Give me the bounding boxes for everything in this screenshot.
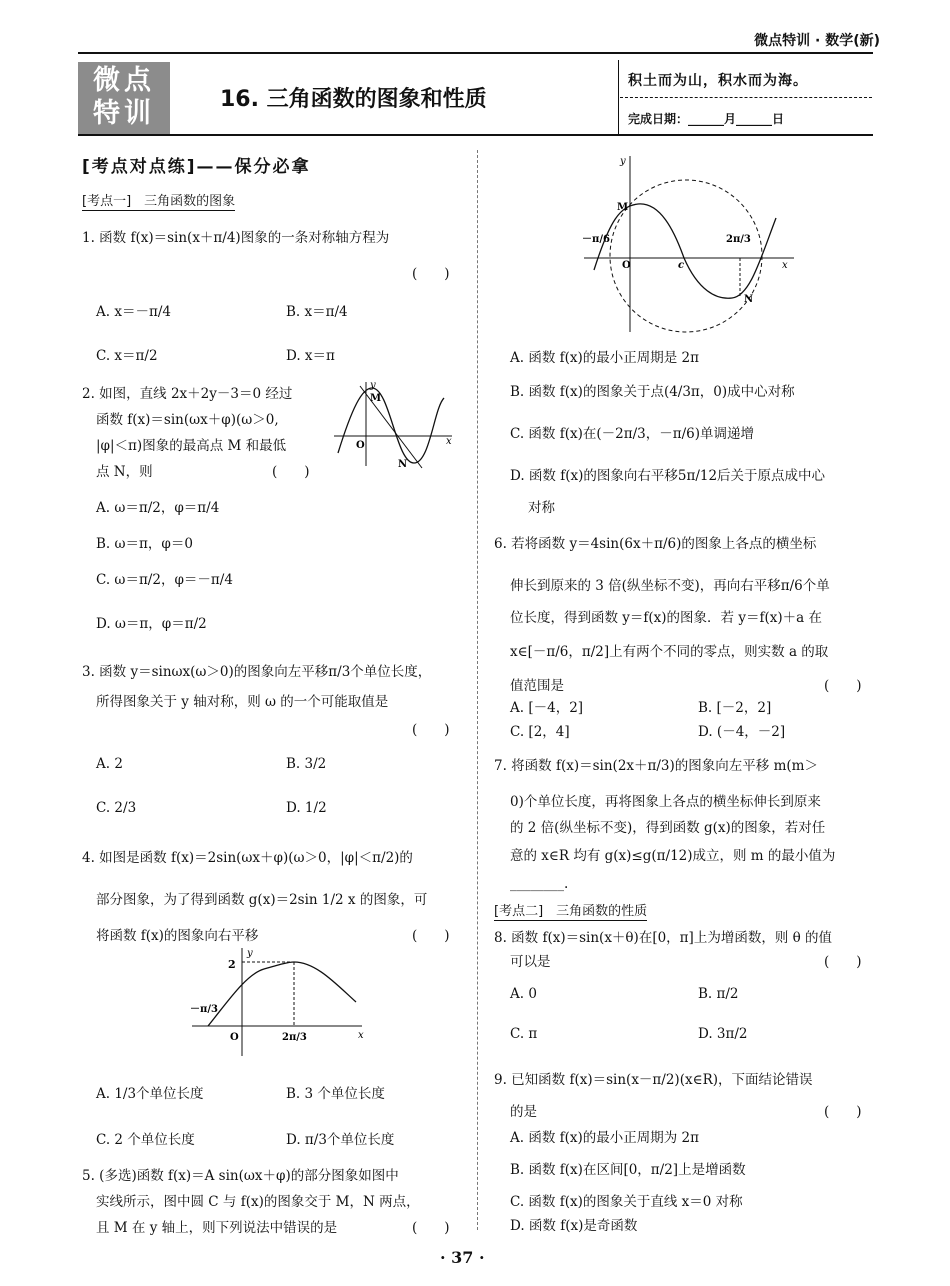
q8-option-a: A. 0	[510, 986, 537, 1002]
q9-option-b: B. 函数 f(x)在区间[0，π/2]上是增函数	[510, 1162, 746, 1178]
q2-figure	[330, 378, 458, 470]
q8-line-2: 可以是	[510, 954, 551, 970]
q5-label-neg-pi6: －π/6	[582, 234, 610, 245]
q9-option-d: D. 函数 f(x)是奇函数	[510, 1218, 638, 1234]
q9-line-1: 9. 已知函数 f(x)＝sin(x－π/2)(x∈R)，下面结论错误	[494, 1072, 813, 1088]
q8-option-b: B. π/2	[698, 986, 739, 1002]
q4-figure	[186, 944, 370, 1060]
q2-option-d: D. ω＝π，φ＝π/2	[96, 616, 207, 632]
series-tag	[78, 62, 170, 134]
q4-curve	[208, 962, 356, 1026]
column-divider	[477, 150, 478, 1230]
motto: 积土而为山，积水而为海。	[628, 73, 808, 89]
page-number: · 37 ·	[440, 1248, 485, 1267]
q5-option-d-line-2: 对称	[528, 500, 555, 516]
q4-option-c: C. 2 个单位长度	[96, 1132, 195, 1148]
motto-rule	[620, 97, 872, 98]
q3-line-1: 3. 函数 y＝sinωx(ω＞0)的图象向左平移π/3个单位长度，	[82, 664, 432, 680]
q2-option-c: C. ω＝π/2，φ＝－π/4	[96, 572, 233, 588]
q4-label-y: y	[247, 948, 253, 959]
subsection-2: [考点二] 三角函数的性质	[494, 900, 647, 921]
q7-answer-blank: ________.	[510, 876, 569, 892]
q5-label-2pi3: 2π/3	[726, 234, 751, 245]
tag-line-1: 微点	[93, 65, 155, 96]
q3-option-b: B. 3/2	[286, 756, 327, 772]
q6-line-1: 6. 若将函数 y＝4sin(6x＋π/6)的图象上各点的横坐标	[494, 536, 817, 552]
q2-label-n: N	[398, 459, 408, 470]
q5-curve	[594, 204, 776, 298]
q5-line-3: 且 M 在 y 轴上，则下列说法中错误的是	[96, 1220, 338, 1236]
q6-option-b: B. [－2，2]	[698, 700, 772, 716]
q6-paren: ( )	[824, 678, 862, 694]
q4-line-2: 部分图象，为了得到函数 g(x)＝2sin 1/2 x 的图象，可	[96, 892, 428, 908]
q2-option-a: A. ω＝π/2，φ＝π/4	[96, 500, 220, 516]
q5-option-d-line-1: D. 函数 f(x)的图象向右平移5π/12后关于原点成中心	[510, 468, 826, 484]
q3-option-a: A. 2	[96, 756, 123, 772]
q1-option-d: D. x＝π	[286, 348, 335, 364]
q2-line-2: 函数 f(x)＝sin(ωx＋φ)(ω＞0,	[96, 412, 279, 428]
q7-line-2: 0)个单位长度，再将图象上各点的横坐标伸长到原来	[510, 794, 821, 810]
header-divider	[618, 60, 619, 134]
section-title: [考点对点练]——保分必拿	[82, 157, 311, 177]
q5-label-o: O	[622, 260, 631, 271]
subsection-1: [考点一] 三角函数的图象	[82, 190, 235, 211]
q3-paren: ( )	[412, 722, 450, 738]
q4-option-d: D. π/3个单位长度	[286, 1132, 395, 1148]
q7-line-4: 意的 x∈R 均有 g(x)≤g(π/12)成立，则 m 的最小值为	[510, 848, 836, 864]
chapter-title: 16. 三角函数的图象和性质	[220, 87, 487, 112]
q4-label-neg-pi3: －π/3	[190, 1004, 218, 1015]
q5-paren: ( )	[412, 1220, 450, 1236]
q6-option-c: C. [2，4]	[510, 724, 570, 740]
q3-option-d: D. 1/2	[286, 800, 327, 816]
q7-line-3: 的 2 倍(纵坐标不变)，得到函数 g(x)的图象，若对任	[510, 820, 826, 836]
q5-option-b: B. 函数 f(x)的图象关于点(4/3π，0)成中心对称	[510, 384, 795, 400]
q8-paren: ( )	[824, 954, 862, 970]
q4-label-2: 2	[228, 958, 236, 971]
q5-circle	[610, 180, 762, 332]
q1-option-b: B. x＝π/4	[286, 304, 348, 320]
q1-option-a: A. x＝－π/4	[96, 304, 171, 320]
q5-option-a: A. 函数 f(x)的最小正周期是 2π	[510, 350, 700, 366]
q9-paren: ( )	[824, 1104, 862, 1120]
q4-line-1: 4. 如图是函数 f(x)＝2sin(ωx＋φ)(ω＞0，|φ|＜π/2)的	[82, 850, 413, 866]
q4-paren: ( )	[412, 928, 450, 944]
q5-label-x: x	[782, 260, 788, 271]
q6-option-a: A. [－4，2]	[510, 700, 584, 716]
q9-option-a: A. 函数 f(x)的最小正周期为 2π	[510, 1130, 700, 1146]
q6-line-4: x∈[－π/6，π/2]上有两个不同的零点，则实数 a 的取	[510, 644, 829, 660]
q6-line-3: 位长度，得到函数 y＝f(x)的图象．若 y＝f(x)＋a 在	[510, 610, 822, 626]
q2-line-1: 2. 如图，直线 2x＋2y－3＝0 经过	[82, 386, 293, 402]
q2-curve	[338, 388, 444, 463]
q4-option-b: B. 3 个单位长度	[286, 1086, 385, 1102]
top-rule	[78, 52, 873, 54]
q3-line-2: 所得图象关于 y 轴对称，则 ω 的一个可能取值是	[96, 694, 389, 710]
q8-option-c: C. π	[510, 1026, 538, 1042]
q9-option-c: C. 函数 f(x)的图象关于直线 x＝0 对称	[510, 1194, 743, 1210]
q1-paren: ( )	[412, 266, 450, 282]
header-bottom-rule	[78, 134, 873, 136]
q5-label-c: c	[678, 260, 685, 271]
q4-label-o: O	[230, 1032, 239, 1043]
q5-option-c: C. 函数 f(x)在(－2π/3，－π/6)单调递增	[510, 426, 755, 442]
q5-label-y: y	[620, 156, 626, 167]
q1-stem: 1. 函数 f(x)＝sin(x＋π/4)图象的一条对称轴方程为	[82, 230, 390, 246]
q5-label-n: N	[744, 294, 754, 305]
q8-option-d: D. 3π/2	[698, 1026, 748, 1042]
q4-label-2pi3: 2π/3	[282, 1032, 307, 1043]
q5-line-2: 实线所示，图中圆 C 与 f(x)的图象交于 M，N 两点，	[96, 1194, 420, 1210]
q6-option-d: D. (－4，－2]	[698, 724, 786, 740]
q2-label-x: x	[446, 436, 452, 447]
q5-figure	[580, 150, 802, 336]
q2-label-m: M	[370, 393, 382, 404]
q2-label-y: y	[370, 380, 376, 391]
q6-line-5: 值范围是	[510, 678, 564, 694]
q2-label-o: O	[356, 440, 365, 451]
q4-option-a: A. 1/3个单位长度	[96, 1086, 204, 1102]
q2-paren: ( )	[272, 464, 310, 480]
q4-line-3: 将函数 f(x)的图象向右平移	[96, 928, 259, 944]
q7-line-1: 7. 将函数 f(x)＝sin(2x＋π/3)的图象向左平移 m(m＞	[494, 758, 818, 774]
q5-line-1: 5. (多选)函数 f(x)＝A sin(ωx＋φ)的部分图象如图中	[82, 1168, 399, 1184]
series-title: 微点特训 · 数学(新)	[754, 33, 880, 49]
q5-label-m: M	[617, 202, 629, 213]
q9-line-2: 的是	[510, 1104, 537, 1120]
q4-label-x: x	[358, 1030, 364, 1041]
q1-option-c: C. x＝π/2	[96, 348, 158, 364]
q2-line-4: 点 N，则	[96, 464, 153, 480]
q8-line-1: 8. 函数 f(x)＝sin(x＋θ)在[0，π]上为增函数，则 θ 的值	[494, 930, 833, 946]
q2-line-3: |φ|＜π)图象的最高点 M 和最低	[96, 438, 287, 454]
completion-date: 完成日期：______月______日	[628, 112, 785, 126]
q6-line-2: 伸长到原来的 3 倍(纵坐标不变)，再向右平移π/6个单	[510, 578, 830, 594]
tag-line-2: 特训	[93, 98, 155, 129]
q3-option-c: C. 2/3	[96, 800, 137, 816]
q2-option-b: B. ω＝π，φ＝0	[96, 536, 193, 552]
